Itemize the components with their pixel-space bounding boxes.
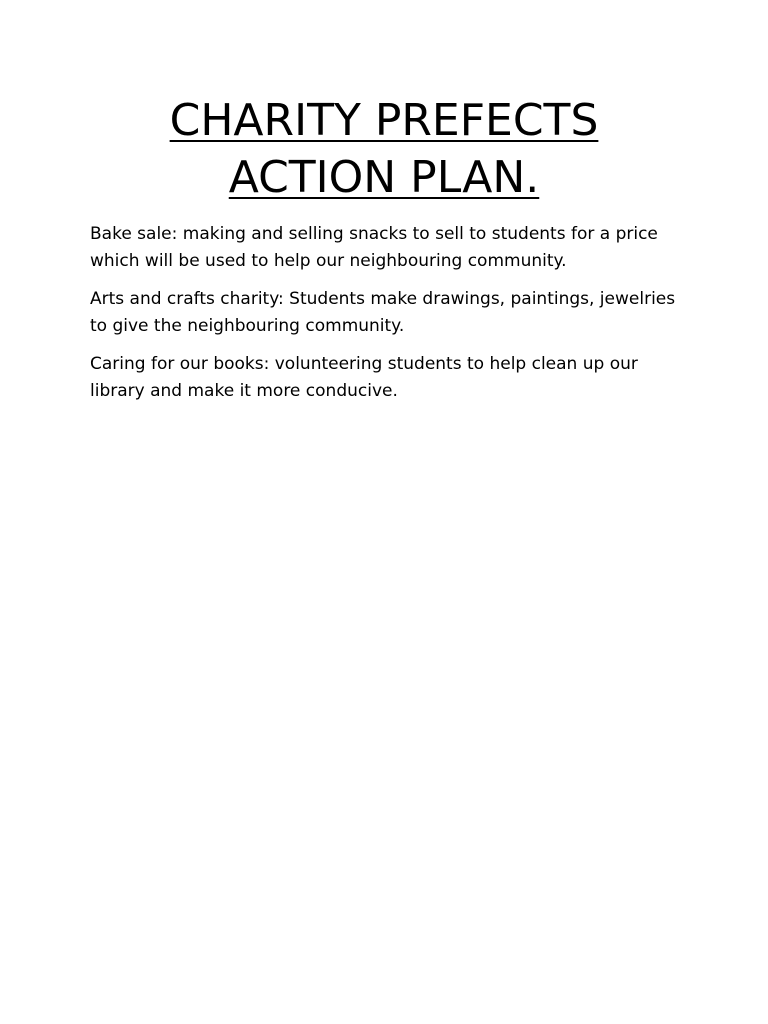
title-line-2: ACTION PLAN. xyxy=(228,152,540,203)
document-title xyxy=(0,92,768,206)
paragraph-bake-sale: Bake sale: making and selling snacks to sell to students for a price which will be used to help our neighbouring community. xyxy=(90,224,658,271)
document-body xyxy=(90,221,690,416)
title-line-1: CHARITY PREFECTS xyxy=(169,95,599,146)
paragraph-caring-for-books: Caring for our books: volunteering students to help clean up our library and make it more conducive. xyxy=(90,354,638,401)
paragraph-arts-and-crafts: Arts and crafts charity: Students make drawings, paintings, jewelries to give the neighbouring community. xyxy=(90,289,676,336)
